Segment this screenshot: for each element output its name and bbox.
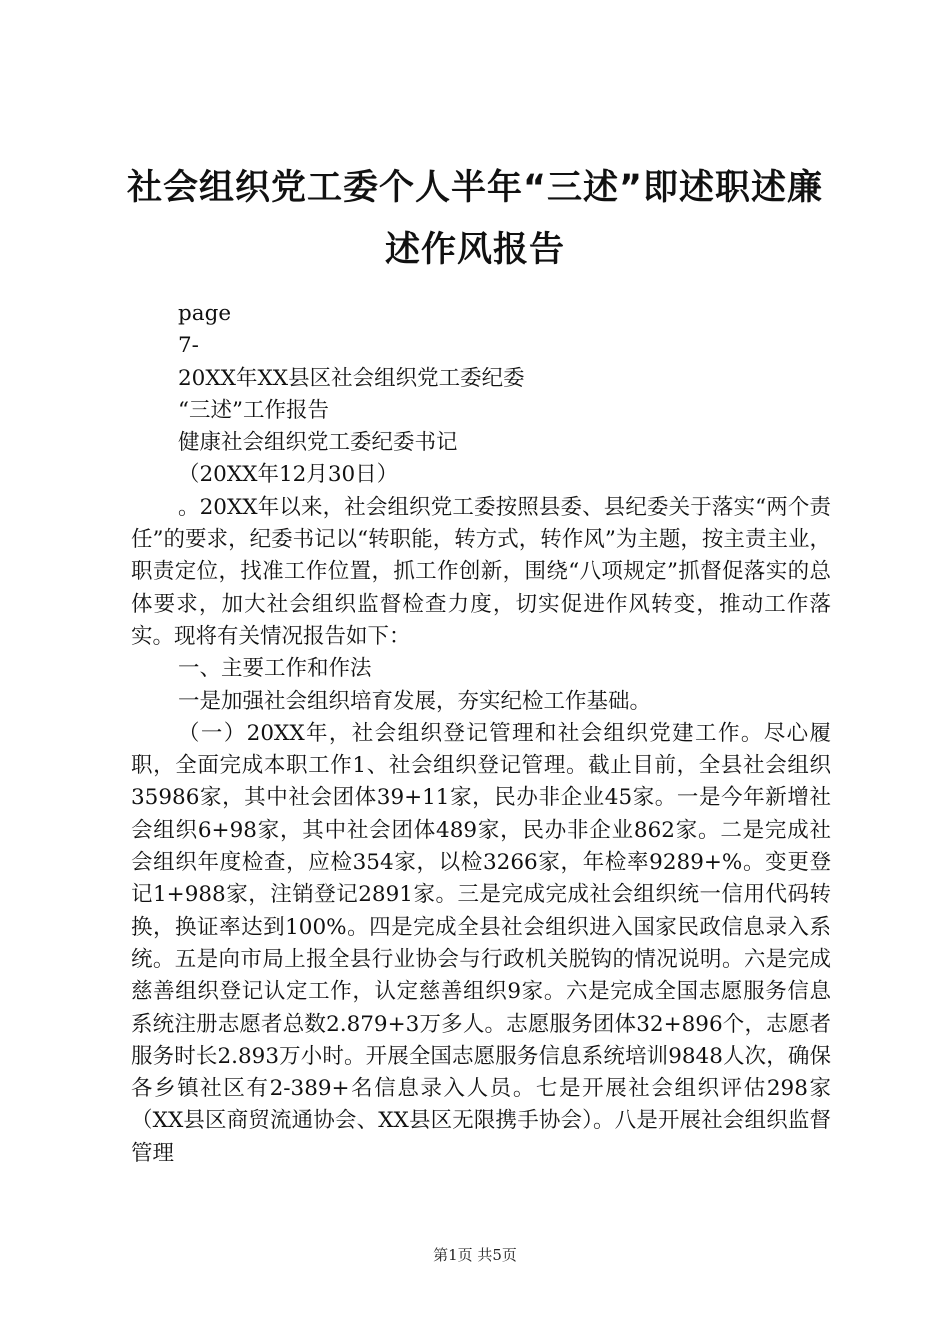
report-heading: 20XX年XX县区社会组织党工委纪委 bbox=[178, 365, 525, 391]
report-subheading: “三述”工作报告 bbox=[178, 397, 329, 423]
report-author: 健康社会组织党工委纪委书记 bbox=[178, 430, 458, 456]
section-heading: 一、主要工作和作法 bbox=[178, 656, 372, 682]
page-label: page bbox=[178, 301, 232, 326]
document-title-line-1: 社会组织党工委个人半年“三述”即述职述廉 bbox=[126, 168, 823, 208]
intro-paragraph: 。20XX年以来，社会组织党工委按照县委、县纪委关于落实“两个责任”的要求，纪委书记以“转职能，转方式，转作风”为主题，按主责主业，职责定位，找准工作位置，抓工作创新，围绕“八项规定”抓督促落实的总体要求，加大社会组织监督检查力度，切实促进作风转变，推动工作落实。现将有关情况报告如下： bbox=[131, 494, 831, 649]
report-date: （20XX年12月30日） bbox=[178, 462, 399, 488]
page-number-fragment: 7- bbox=[178, 333, 199, 359]
page-footer: 第1页 共5页 bbox=[433, 1246, 517, 1264]
subsection-heading: 一是加强社会组织培育发展，夯实纪检工作基础。 bbox=[178, 688, 652, 714]
body-paragraph: （一）20XX年，社会组织登记管理和社会组织党建工作。尽心履职，全面完成本职工作1、社会组织登记管理。截止目前，全县社会组织35986家，其中社会团体39+11家，民办非企业45家。一是今年新增社会组织6+98家，其中社会团体489家，民办非企业862家。二是完成社会组织年度检查，应检354家，以检3266家，年检率9289+%。变更登记1+988家，注销登记2891家。三是完成完成社会组织统一信用代码转换，换证率达到100%。四是完成全县社会组织进入国家民政信息录入系统。五是向市局上报全县行业协会与行政机关脱钩的情况说明。六是完成慈善组织登记认定工作，认定慈善组织9家。六是完成全国志愿服务信息系统注册志愿者总数2.879+3万多人。志愿服务团体32+896个，志愿者服务时长2.893万小时。开展全国志愿服务信息系统培训9848人次，确保各乡镇社区有2-389+名信息录入人员。七是开展社会组织评估298家（XX县区商贸流通协会、XX县区无限携手协会）。八是开展社会组织监督管理 bbox=[131, 720, 831, 1166]
document-title-line-2: 述作风报告 bbox=[384, 230, 565, 270]
document-body bbox=[131, 298, 831, 1170]
